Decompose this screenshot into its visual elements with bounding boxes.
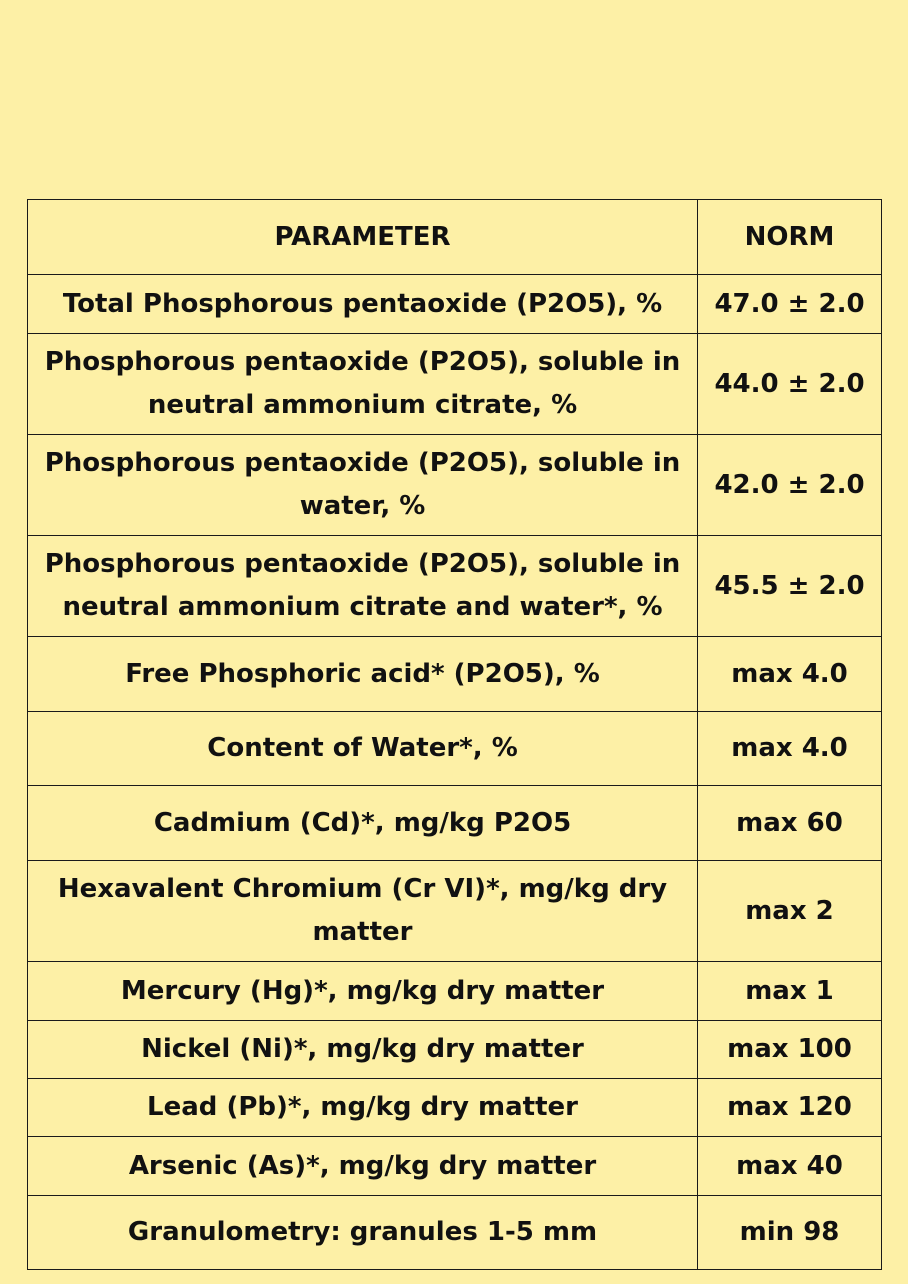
table-row: [28, 1021, 882, 1079]
norm-cell: max 1: [698, 962, 882, 1021]
norm-cell: 47.0 ± 2.0: [698, 275, 882, 334]
table-header-row: [28, 200, 882, 275]
norm-cell: max 4.0: [698, 712, 882, 786]
norm-cell: max 4.0: [698, 637, 882, 712]
parameter-cell: Free Phosphoric acid* (P2O5), %: [28, 637, 698, 712]
table-row: [28, 435, 882, 536]
table-row: [28, 1137, 882, 1196]
table-row: [28, 275, 882, 334]
table-row: [28, 637, 882, 712]
table-row: [28, 861, 882, 962]
parameter-cell: Phosphorous pentaoxide (P2O5), soluble in neutral ammonium citrate and water*, %: [28, 536, 698, 637]
norm-cell: max 60: [698, 786, 882, 861]
norm-cell: min 98: [698, 1196, 882, 1270]
table-row: [28, 786, 882, 861]
table-row: [28, 1079, 882, 1137]
specification-table: [27, 199, 882, 1270]
parameter-cell: Phosphorous pentaoxide (P2O5), soluble in water, %: [28, 435, 698, 536]
table-row: [28, 536, 882, 637]
parameter-cell: Total Phosphorous pentaoxide (P2O5), %: [28, 275, 698, 334]
norm-cell: max 2: [698, 861, 882, 962]
table-row: [28, 334, 882, 435]
table-row: [28, 1196, 882, 1270]
parameter-cell: Content of Water*, %: [28, 712, 698, 786]
parameter-cell: Mercury (Hg)*, mg/kg dry matter: [28, 962, 698, 1021]
parameter-cell: Cadmium (Cd)*, mg/kg P2O5: [28, 786, 698, 861]
table-row: [28, 962, 882, 1021]
norm-cell: max 100: [698, 1021, 882, 1079]
parameter-cell: Lead (Pb)*, mg/kg dry matter: [28, 1079, 698, 1137]
column-header-parameter: PARAMETER: [28, 200, 698, 275]
parameter-cell: Hexavalent Chromium (Cr VI)*, mg/kg dry matter: [28, 861, 698, 962]
parameter-cell: Granulometry: granules 1-5 mm: [28, 1196, 698, 1270]
norm-cell: 44.0 ± 2.0: [698, 334, 882, 435]
table-row: [28, 712, 882, 786]
norm-cell: max 40: [698, 1137, 882, 1196]
parameter-cell: Phosphorous pentaoxide (P2O5), soluble in neutral ammonium citrate, %: [28, 334, 698, 435]
parameter-cell: Nickel (Ni)*, mg/kg dry matter: [28, 1021, 698, 1079]
norm-cell: 42.0 ± 2.0: [698, 435, 882, 536]
column-header-norm: NORM: [698, 200, 882, 275]
norm-cell: max 120: [698, 1079, 882, 1137]
norm-cell: 45.5 ± 2.0: [698, 536, 882, 637]
parameter-cell: Arsenic (As)*, mg/kg dry matter: [28, 1137, 698, 1196]
